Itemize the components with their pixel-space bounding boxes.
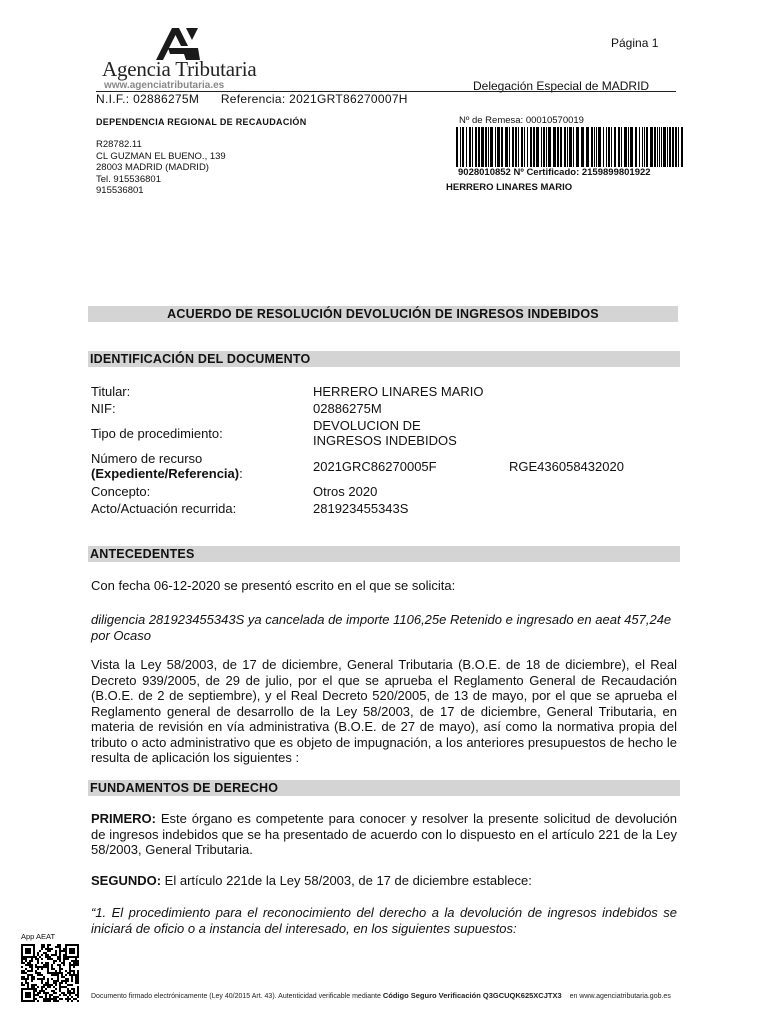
concepto-value: Otros 2020	[313, 484, 378, 499]
recurso-label-line2	[91, 466, 243, 481]
address-line: 28003 MADRID (MADRID)	[96, 162, 209, 173]
qr-code-icon	[21, 944, 79, 1002]
recurso-label-line1: Número de recurso	[91, 451, 203, 466]
footer-csv: Código Seguro Verificación Q3GCUQK625XCJTX3	[382, 991, 562, 1000]
primero-label: PRIMERO:	[91, 811, 156, 826]
fundamento-quote: “1. El procedimiento para el reconocimiento del derecho a la devolución de ingresos indebidos se iniciará de oficio o a instancia del interesado, en los siguientes supuestos:	[91, 905, 677, 936]
agencia-tributaria-logo-icon	[148, 26, 204, 60]
concepto-label: Concepto:	[91, 484, 151, 499]
dependencia: DEPENDENCIA REGIONAL DE RECAUDACIÓN	[96, 117, 307, 127]
nif-reference-line	[96, 92, 426, 106]
antecedentes-vista: Vista la Ley 58/2003, de 17 de diciembre, General Tributaria (B.O.E. de 18 de diciembre), el Real Decreto 939/2005, de 29 de julio, por el que se aprueba el Reglamento General de Recaudación (B.O.E. de 2 de septiembre), y el Real Decreto 520/2005, de 13 de mayo, por el que se aprueba el Reglamento general de desarrollo de la Ley 58/2003, de 17 de diciembre, General Tributaria, en materia de revisión en vía administrativa (B.O.E. de 27 de mayo), así como la normativa propia del tributo o acto administrativo que es objeto de impugnación, a los anteriores presupuestos de hecho le resulta de aplicación los siguientes :	[91, 657, 677, 765]
recipient-name: HERRERO LINARES MARIO	[446, 182, 573, 193]
segundo-text: El artículo 221de la Ley 58/2003, de 17 de diciembre establece:	[161, 873, 532, 888]
page-number: Página 1	[611, 36, 659, 50]
tipo-value-line2: INGRESOS INDEBIDOS	[313, 433, 457, 448]
remesa-number: Nº de Remesa: 00010570019	[459, 115, 584, 126]
acto-value: 281923455343S	[313, 501, 409, 516]
barcode-text: 9028010852 Nº Certificado: 2159899801922	[458, 167, 651, 178]
header-referencia: Referencia: 2021GRT86270007H	[220, 92, 408, 106]
antecedentes-quote: diligencia 281923455343S ya cancelada de importe 1106,25e Retenido e ingresado en aeat 457,24e por Ocaso	[91, 612, 672, 643]
recurso-label-bold: (Expediente/Referencia)	[91, 466, 240, 481]
section-fundamentos: FUNDAMENTOS DE DERECHO	[88, 780, 680, 796]
address-line: 915536801	[96, 185, 144, 196]
header-nif: N.I.F.: 02886275M	[96, 92, 200, 106]
titular-label: Titular:	[91, 384, 131, 399]
tipo-label: Tipo de procedimiento:	[91, 426, 223, 441]
titular-value: HERRERO LINARES MARIO	[313, 384, 484, 399]
document-title: ACUERDO DE RESOLUCIÓN DEVOLUCIÓN DE INGRESOS INDEBIDOS	[88, 306, 678, 322]
agency-name: Agencia Tributaria	[102, 57, 257, 81]
antecedentes-intro: Con fecha 06-12-2020 se presentó escrito en el que se solicita:	[91, 578, 456, 593]
address-line: CL GUZMAN EL BUENO., 139	[96, 150, 226, 162]
nif-label: NIF:	[91, 401, 116, 416]
recurso-value-2: RGE436058432020	[509, 459, 624, 474]
segundo-label: SEGUNDO:	[91, 873, 162, 888]
recurso-label-colon: :	[239, 466, 243, 481]
section-identificacion: IDENTIFICACIÓN DEL DOCUMENTO	[88, 351, 680, 367]
fundamento-segundo	[91, 873, 677, 889]
primero-text: Este órgano es competente para conocer y resolver la presente solicitud de devolución de ingresos indebidos que se ha presentado de acuerdo con lo dispuesto en el artículo 221 de la Ley 58/2003, General Tributaria.	[91, 811, 677, 857]
barcode-icon	[456, 127, 684, 167]
recurso-value: 2021GRC86270005F	[313, 459, 437, 474]
sender-address	[96, 139, 226, 197]
footer-firmado: Documento firmado electrónicamente (Ley 40/2015 Art. 43). Autenticidad verificable mediante	[91, 993, 383, 1000]
footer-web: en www.agenciatributaria.gob.es	[569, 993, 671, 1000]
section-antecedentes: ANTECEDENTES	[88, 546, 680, 562]
fundamento-primero	[91, 811, 677, 858]
tipo-value-line1: DEVOLUCION DE	[313, 418, 421, 433]
delegacion: Delegación Especial de MADRID	[473, 79, 650, 93]
address-line: Tel. 915536801	[96, 173, 161, 185]
acto-label: Acto/Actuación recurrida:	[91, 501, 237, 516]
nif-value: 02886275M	[313, 401, 382, 416]
agency-url: www.agenciatributaria.es	[104, 80, 225, 91]
app-aeat-label: App AEAT	[21, 932, 56, 941]
footer-signature	[91, 991, 671, 1000]
address-line: R28782.11	[96, 139, 142, 150]
